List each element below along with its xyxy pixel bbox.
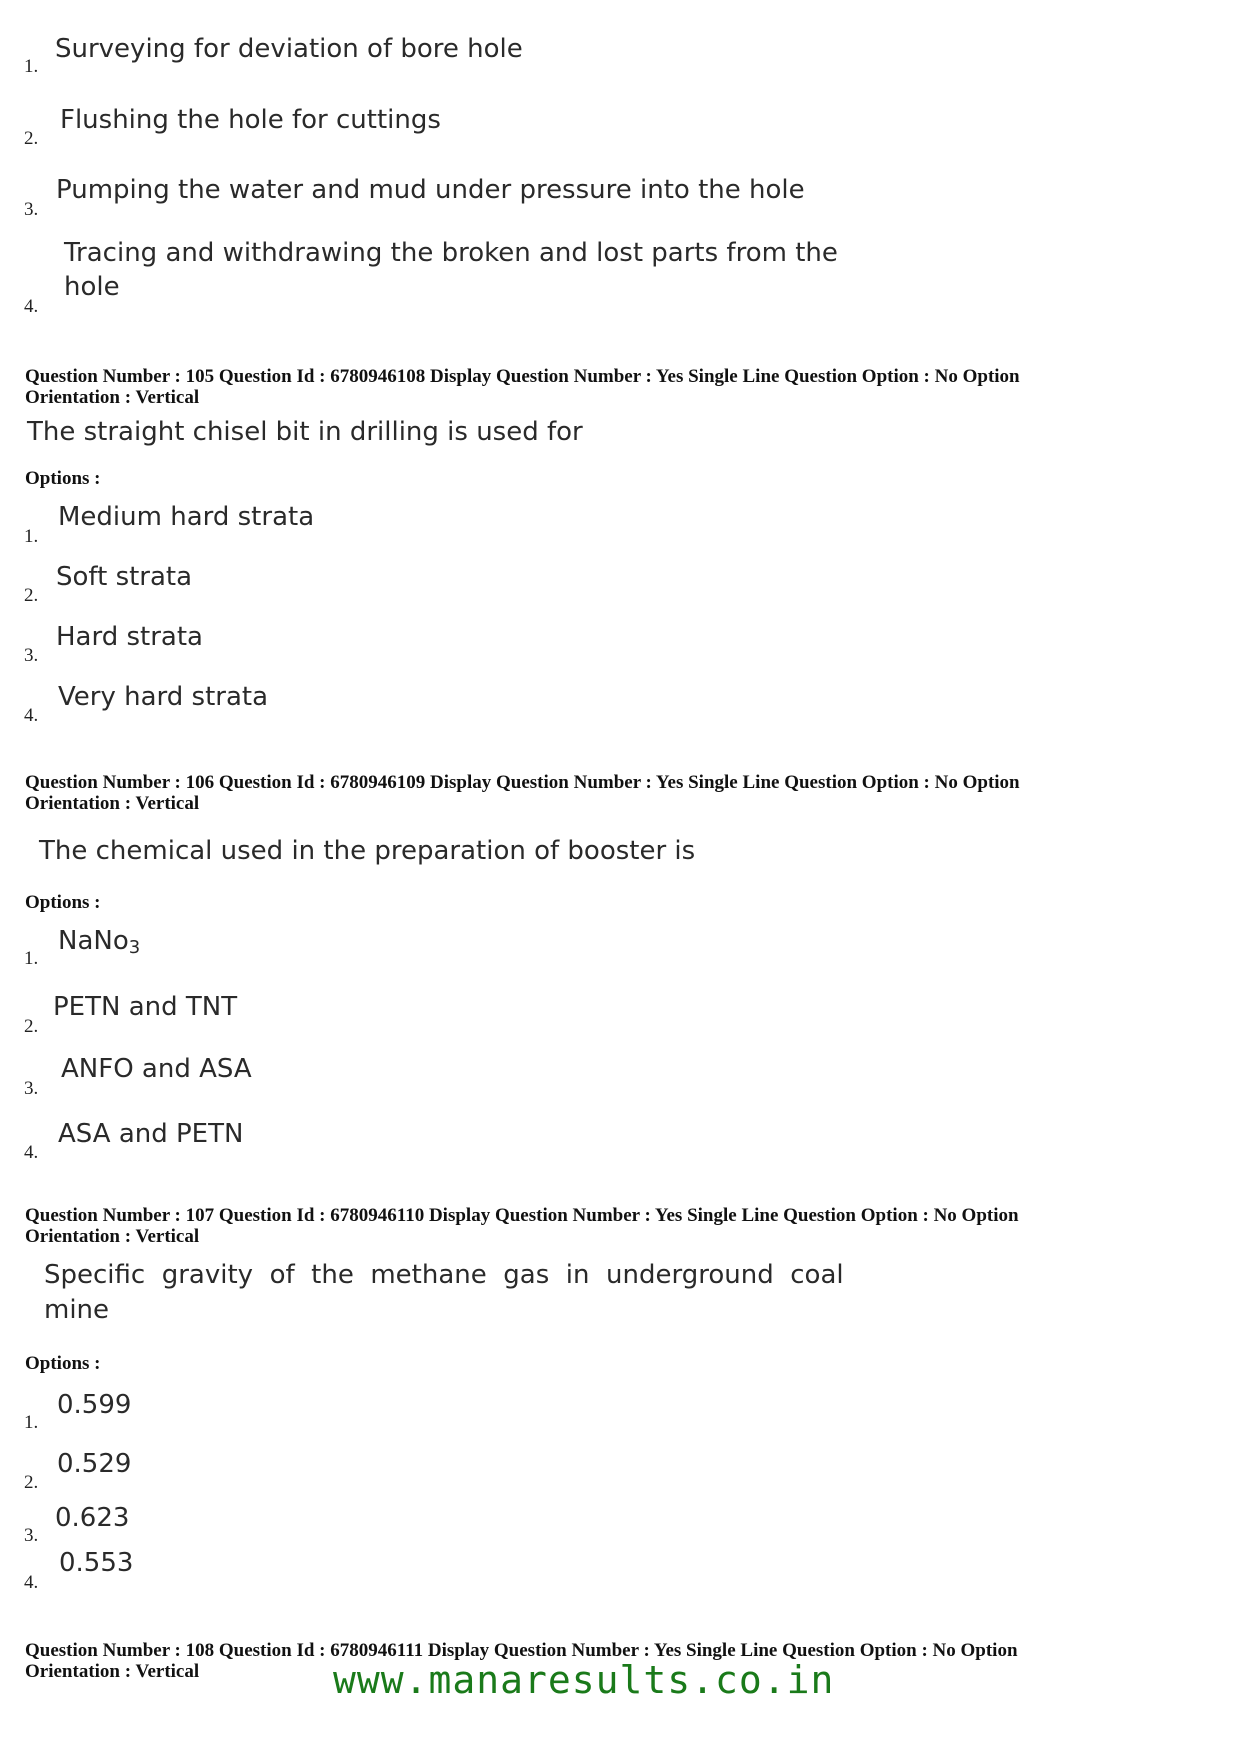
question-header-line: Question Number : 105 Question Id : 6780946108 Display Question Number : Yes Single Line Question Option : No Option (25, 366, 1020, 387)
question-header (25, 1205, 1215, 1247)
option-number: 2. (24, 128, 39, 149)
option-number: 2. (24, 1016, 39, 1037)
option-number: 2. (24, 1472, 39, 1493)
option-number: 1. (24, 56, 39, 77)
option-text: 0.623 (55, 1503, 130, 1533)
question-text: The straight chisel bit in drilling is used for (27, 417, 583, 447)
formula-text: NaNo (58, 926, 129, 956)
question-header-line: Orientation : Vertical (25, 793, 200, 814)
options-label: Options : (25, 468, 101, 489)
option-text: Hard strata (56, 622, 203, 652)
question-header-line: Orientation : Vertical (25, 1661, 200, 1682)
option-text: ASA and PETN (58, 1119, 244, 1149)
option-text: Very hard strata (58, 682, 269, 712)
option-number: 4. (24, 1142, 39, 1163)
option-number: 4. (24, 705, 39, 726)
option-text: ANFO and ASA (61, 1054, 252, 1084)
option-text: 0.553 (59, 1548, 134, 1578)
question-header (25, 772, 1215, 814)
option-number: 3. (24, 199, 39, 220)
option-text: 0.599 (57, 1390, 132, 1420)
option-text: PETN and TNT (53, 992, 238, 1022)
option-number: 3. (24, 1525, 39, 1546)
option-text: 0.529 (57, 1449, 132, 1479)
footer-url[interactable]: www.manaresults.co.in (333, 1658, 835, 1702)
question-header-line: Orientation : Vertical (25, 387, 200, 408)
option-number: 2. (24, 585, 39, 606)
option-text: Flushing the hole for cuttings (60, 105, 441, 135)
option-number: 4. (24, 296, 39, 317)
option-text: Soft strata (56, 562, 193, 592)
question-header-line: Question Number : 107 Question Id : 6780946110 Display Question Number : Yes Single Line Question Option : No Option (25, 1205, 1019, 1226)
question-header-line: Question Number : 106 Question Id : 6780946109 Display Question Number : Yes Single Line Question Option : No Option (25, 772, 1020, 793)
question-header-line: Question Number : 108 Question Id : 6780946111 Display Question Number : Yes Single Line Question Option : No Option (25, 1640, 1018, 1661)
option-number: 1. (24, 526, 39, 547)
option-text: Tracing and withdrawing the broken and lost parts from the (64, 238, 838, 268)
option-text: Medium hard strata (58, 502, 315, 532)
options-label: Options : (25, 1353, 101, 1374)
option-text (58, 924, 140, 965)
options-label: Options : (25, 892, 101, 913)
option-text: hole (64, 272, 120, 302)
question-text: The chemical used in the preparation of booster is (39, 836, 696, 866)
option-number: 3. (24, 645, 39, 666)
option-number: 1. (24, 1412, 39, 1433)
question-header-line: Orientation : Vertical (25, 1226, 200, 1247)
question-header (25, 366, 1215, 408)
question-text: mine (44, 1295, 110, 1325)
option-number: 3. (24, 1078, 39, 1099)
option-text: Surveying for deviation of bore hole (55, 34, 523, 64)
option-text: Pumping the water and mud under pressure into the hole (56, 175, 805, 205)
option-number: 4. (24, 1572, 39, 1593)
formula-subscript: 3 (128, 937, 141, 958)
question-text: Specific gravity of the methane gas in underground coal (44, 1260, 844, 1290)
option-number: 1. (24, 948, 39, 969)
